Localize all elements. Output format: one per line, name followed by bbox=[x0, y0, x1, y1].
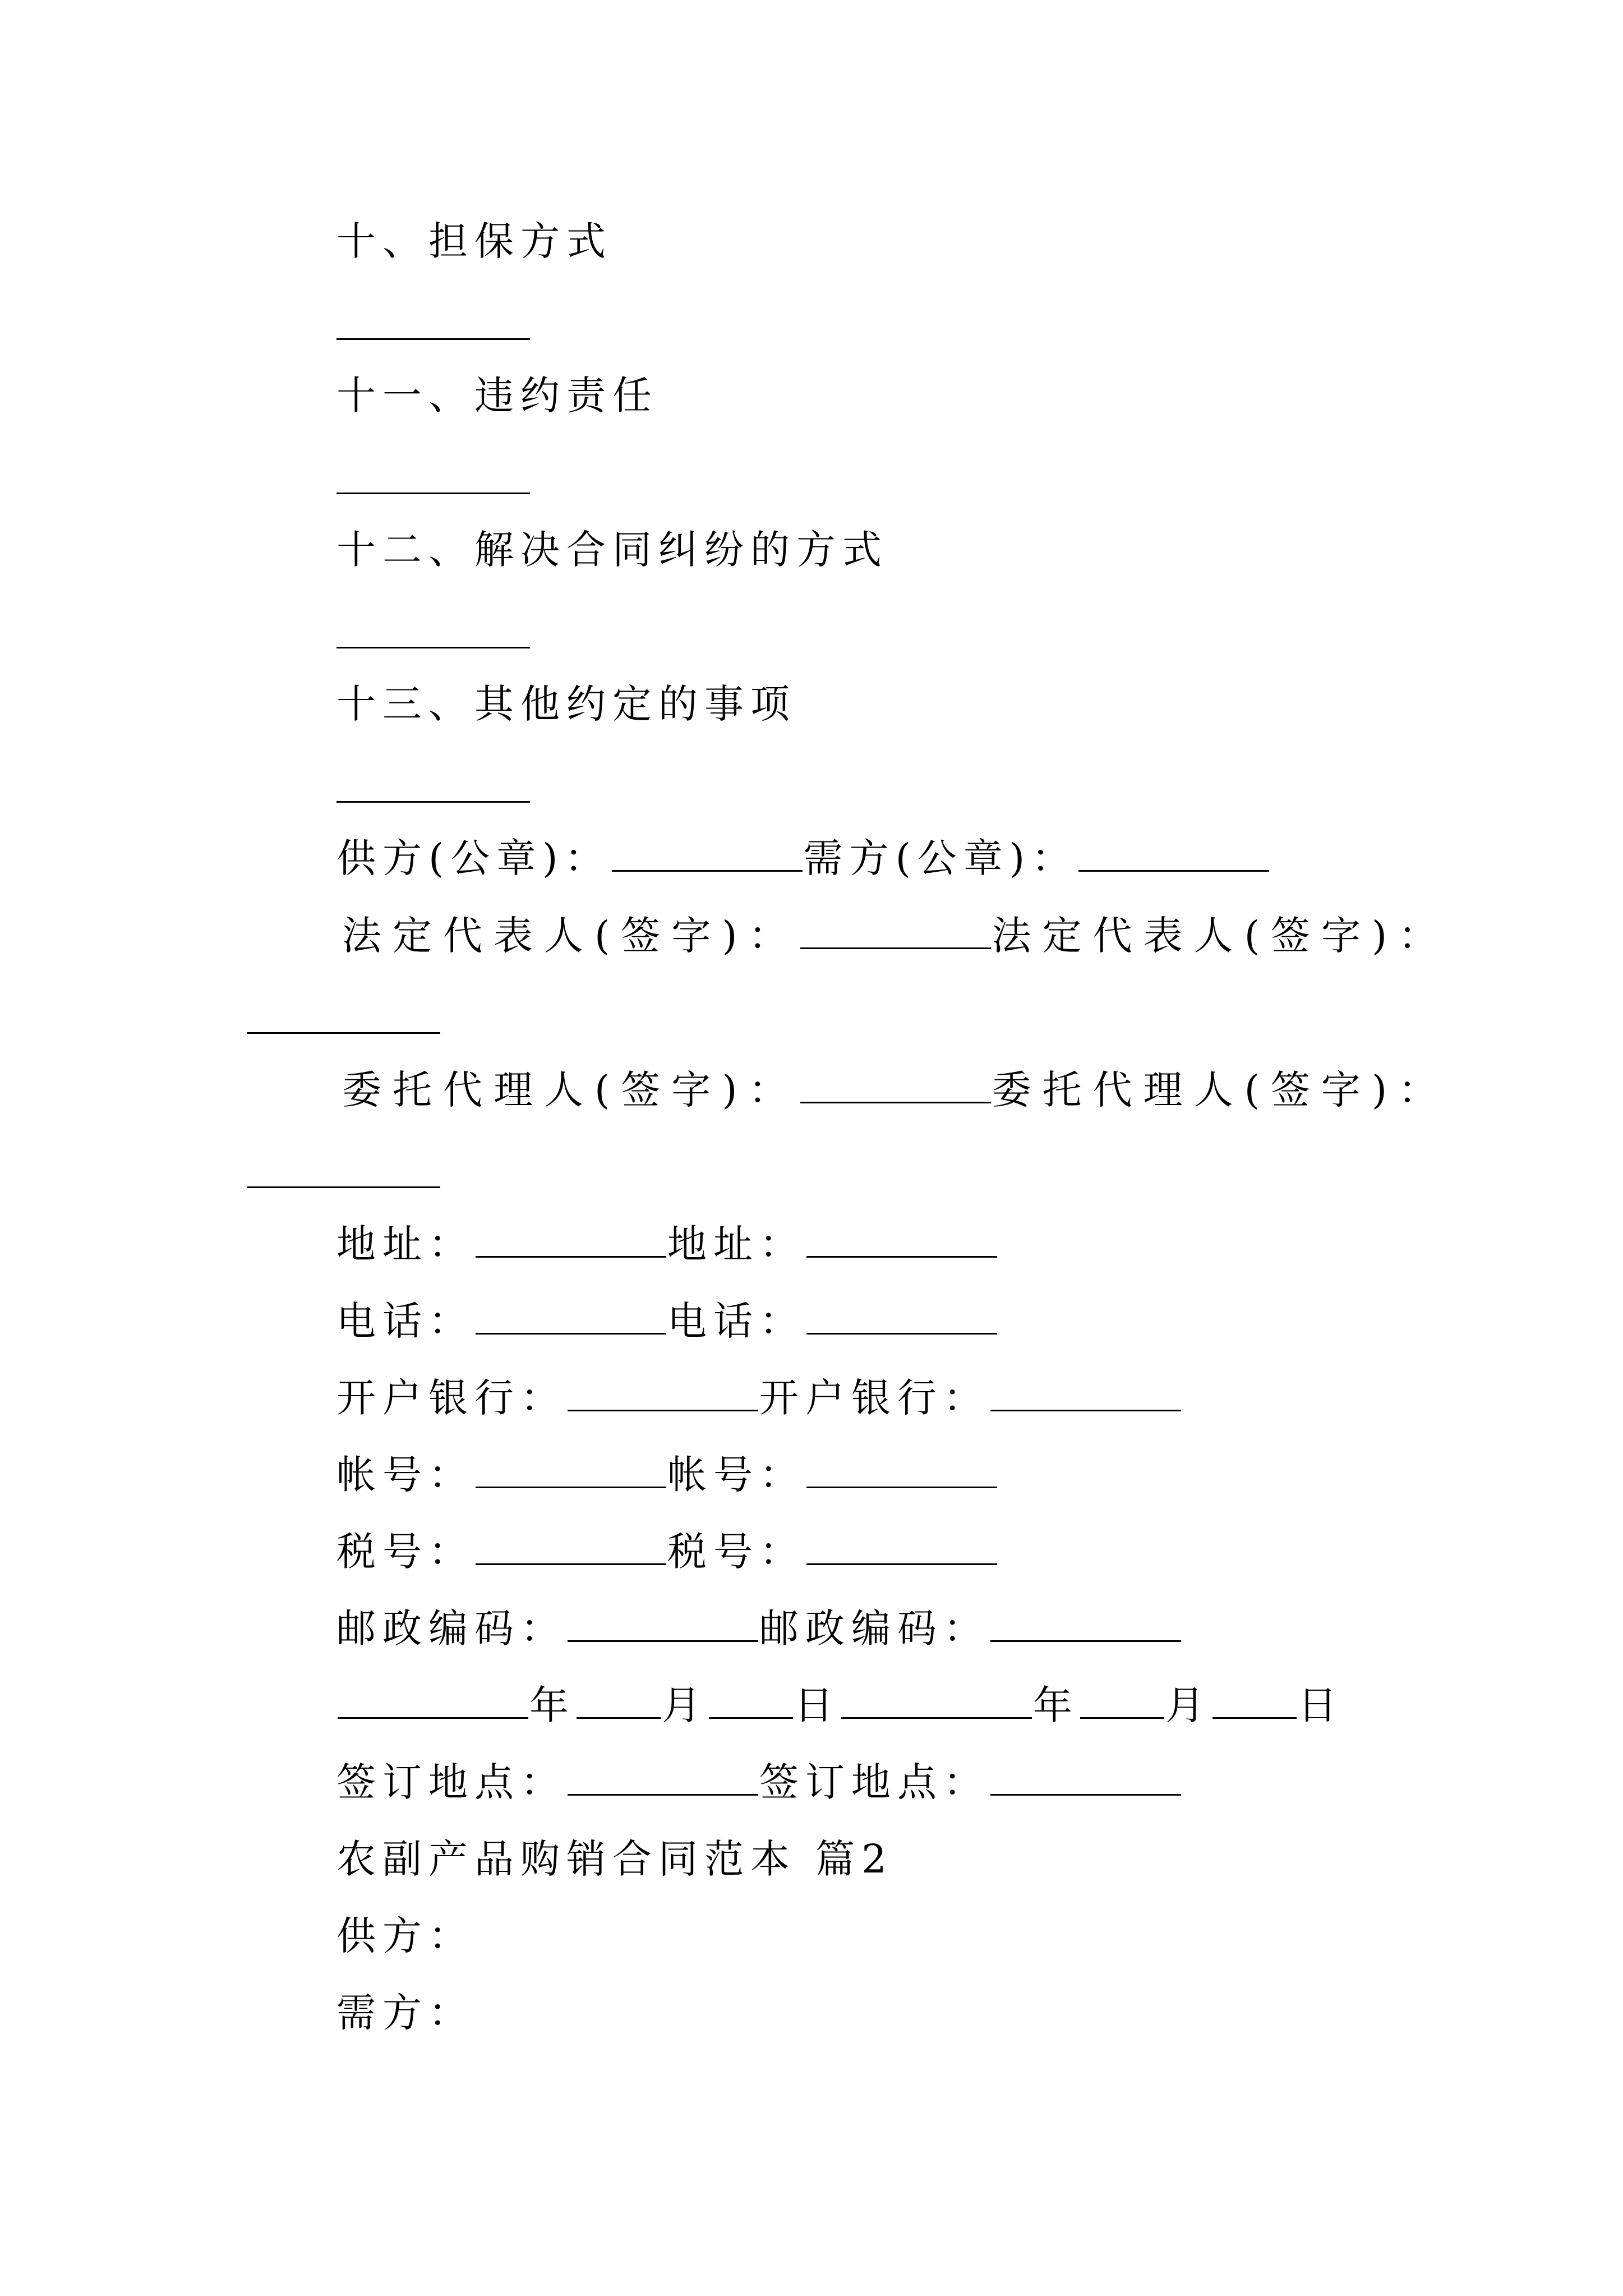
supplier-agent-label: 委托代理人(签字)： bbox=[342, 1067, 799, 1113]
agent-line bbox=[342, 1065, 1449, 1115]
buyer-agent-blank bbox=[247, 1186, 440, 1188]
supplier-seal-label: 供方(公章)： bbox=[336, 835, 611, 881]
supplier-month-blank bbox=[577, 1683, 661, 1719]
supplier-month-label: 月 bbox=[662, 1682, 708, 1728]
address-line bbox=[336, 1219, 998, 1269]
phone-line bbox=[336, 1296, 998, 1346]
buyer-address-blank bbox=[806, 1222, 997, 1258]
postal-line bbox=[336, 1603, 1182, 1654]
buyer-month-blank bbox=[1080, 1683, 1164, 1719]
supplier-year-label: 年 bbox=[529, 1682, 575, 1728]
buyer-month-label: 月 bbox=[1165, 1682, 1211, 1728]
supplier-agent-blank bbox=[800, 1068, 991, 1103]
section-11-blank bbox=[336, 493, 530, 494]
section-12-title: 十二、解决合同纠纷的方式 bbox=[336, 527, 888, 573]
supplier-tax-label: 税号： bbox=[336, 1529, 474, 1575]
supplier-bank-blank bbox=[568, 1376, 758, 1411]
next-supplier-label: 供方： bbox=[336, 1913, 474, 1959]
buyer-phone-blank bbox=[806, 1299, 997, 1335]
buyer-tax-label: 税号： bbox=[667, 1529, 805, 1575]
buyer-postal-label: 邮政编码： bbox=[759, 1605, 989, 1651]
supplier-account-blank bbox=[476, 1453, 666, 1488]
supplier-postal-blank bbox=[568, 1607, 758, 1642]
buyer-address-label: 地址： bbox=[667, 1221, 805, 1267]
account-line bbox=[336, 1450, 998, 1500]
buyer-day-blank bbox=[1212, 1683, 1297, 1719]
supplier-place-blank bbox=[568, 1760, 758, 1796]
buyer-legal-rep-label: 法定代表人(签字)： bbox=[992, 913, 1449, 959]
buyer-place-label: 签订地点： bbox=[759, 1759, 989, 1805]
buyer-place-blank bbox=[990, 1760, 1181, 1796]
supplier-phone-label: 电话： bbox=[336, 1298, 474, 1344]
buyer-agent-label: 委托代理人(签字)： bbox=[992, 1067, 1449, 1113]
supplier-phone-blank bbox=[476, 1299, 666, 1335]
next-contract-heading: 农副产品购销合同范本 篇2 bbox=[336, 1836, 893, 1882]
legal-rep-line bbox=[342, 910, 1449, 961]
buyer-day-label: 日 bbox=[1298, 1682, 1344, 1728]
buyer-bank-label: 开户银行： bbox=[759, 1375, 989, 1421]
section-10-title: 十、担保方式 bbox=[336, 218, 612, 264]
supplier-tax-blank bbox=[476, 1530, 666, 1565]
buyer-account-blank bbox=[806, 1453, 997, 1488]
bank-line bbox=[336, 1373, 1182, 1423]
buyer-tax-blank bbox=[806, 1530, 997, 1565]
supplier-legal-rep-blank bbox=[800, 914, 991, 949]
buyer-postal-blank bbox=[990, 1607, 1181, 1642]
supplier-day-blank bbox=[709, 1683, 793, 1719]
buyer-phone-label: 电话： bbox=[667, 1298, 805, 1344]
section-12-blank bbox=[336, 647, 530, 648]
supplier-legal-rep-label: 法定代表人(签字)： bbox=[342, 913, 799, 959]
section-13-title: 十三、其他约定的事项 bbox=[336, 681, 796, 727]
supplier-place-label: 签订地点： bbox=[336, 1759, 566, 1805]
next-buyer-label: 需方： bbox=[336, 1990, 474, 2036]
section-10-blank bbox=[336, 338, 530, 340]
supplier-day-label: 日 bbox=[794, 1682, 840, 1728]
seal-line bbox=[336, 833, 1270, 884]
date-line bbox=[336, 1680, 1344, 1731]
buyer-seal-blank bbox=[1078, 836, 1269, 872]
section-11-title: 十一、违约责任 bbox=[336, 372, 658, 418]
buyer-year-blank bbox=[841, 1683, 1032, 1719]
supplier-address-label: 地址： bbox=[336, 1221, 474, 1267]
supplier-account-label: 帐号： bbox=[336, 1452, 474, 1498]
supplier-postal-label: 邮政编码： bbox=[336, 1605, 566, 1651]
buyer-year-label: 年 bbox=[1033, 1682, 1079, 1728]
tax-line bbox=[336, 1526, 998, 1577]
buyer-bank-blank bbox=[990, 1376, 1181, 1411]
supplier-bank-label: 开户银行： bbox=[336, 1375, 566, 1421]
supplier-year-blank bbox=[338, 1683, 528, 1719]
supplier-seal-blank bbox=[612, 836, 803, 872]
buyer-account-label: 帐号： bbox=[667, 1452, 805, 1498]
buyer-legal-rep-blank bbox=[247, 1032, 440, 1034]
supplier-address-blank bbox=[476, 1222, 666, 1258]
signing-place-line bbox=[336, 1757, 1182, 1807]
buyer-seal-label: 需方(公章)： bbox=[803, 835, 1078, 881]
section-13-blank bbox=[336, 801, 530, 803]
